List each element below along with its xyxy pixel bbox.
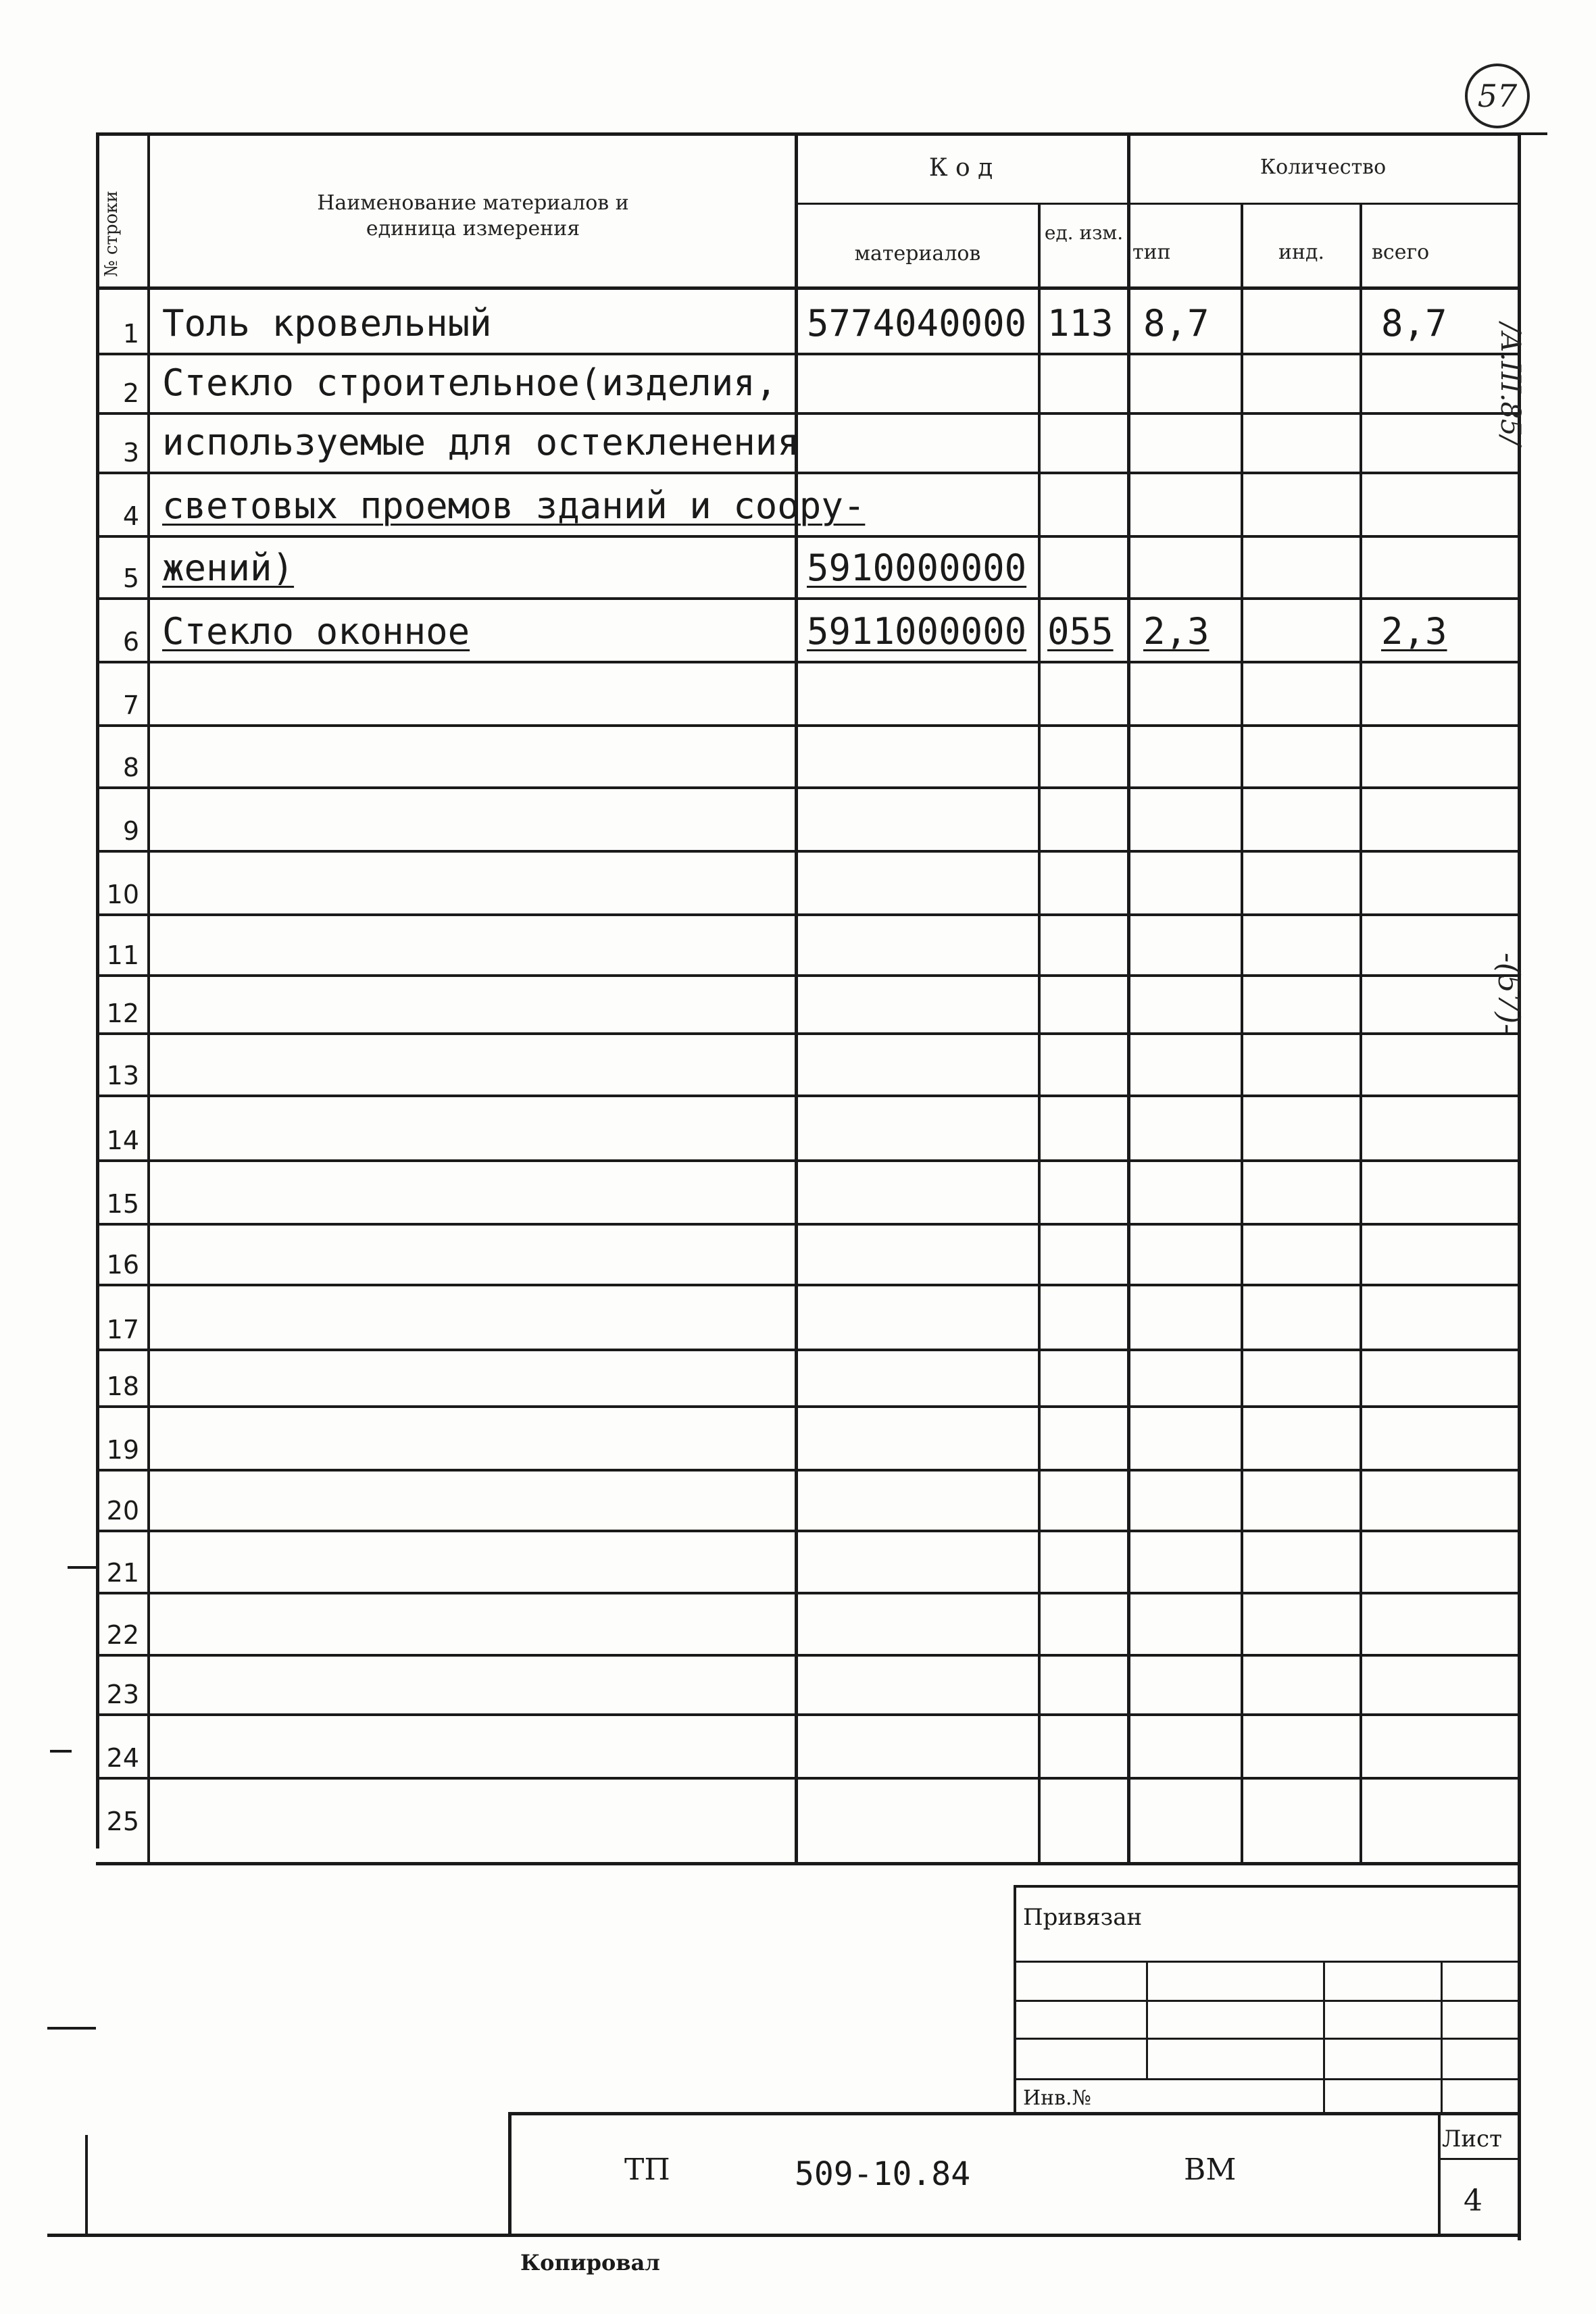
row-number: 12 — [106, 999, 139, 1028]
table-top-border — [96, 132, 1519, 136]
row-line — [96, 786, 1519, 789]
cell-name: используемые для остекленения — [162, 421, 799, 463]
tb-doc-type: ВМ — [1184, 2153, 1237, 2187]
cell-tip: 2,3 — [1143, 610, 1210, 653]
tb-list-left — [1438, 2112, 1441, 2236]
margin-mark-4 — [85, 2135, 88, 2236]
sheet-mark: 57 — [1477, 78, 1518, 114]
row-line — [96, 1777, 1519, 1780]
row-line — [96, 661, 1519, 663]
row-line — [96, 1592, 1519, 1594]
header-ed-izm: ед. изм. — [1044, 222, 1124, 244]
tb-inv-label: Инв.№ — [1023, 2086, 1091, 2110]
row-number: 6 — [122, 627, 139, 657]
row-number: 23 — [106, 1680, 139, 1709]
row-number: 10 — [106, 880, 139, 909]
table-right-border — [1518, 132, 1521, 2240]
row-number: 9 — [122, 816, 139, 846]
header-materialov: материалов — [854, 242, 981, 266]
cell-name: световых проемов зданий и соору- — [162, 484, 866, 527]
header-bottom-line — [96, 286, 1519, 290]
header-split-line — [795, 203, 1519, 205]
row-line — [96, 1349, 1519, 1351]
tb-privyazan-row2 — [1014, 2000, 1521, 2002]
row-number: 7 — [122, 690, 139, 720]
cell-code: 5911000000 — [807, 610, 1027, 653]
tb-list-number: 4 — [1464, 2184, 1482, 2218]
sheet-mark-stamp — [1465, 64, 1530, 128]
footer-copied: Копировал — [520, 2250, 660, 2275]
tb-privyazan-row3 — [1014, 2038, 1521, 2040]
row-line — [96, 1713, 1519, 1716]
tb-doc-number: 509-10.84 — [795, 2155, 971, 2193]
col-line-code — [795, 132, 798, 1862]
row-number: 5 — [122, 563, 139, 593]
row-number: 15 — [106, 1189, 139, 1219]
row-number: 2 — [122, 378, 139, 408]
side-note-mid: -(57)- — [1491, 953, 1526, 1034]
row-line — [96, 412, 1519, 415]
row-line — [96, 1405, 1519, 1408]
col-line-name — [147, 132, 150, 1862]
row-line — [96, 353, 1519, 355]
row-number: 3 — [122, 438, 139, 468]
row-line — [96, 472, 1519, 474]
row-line — [96, 1159, 1519, 1162]
tb-privyazan-row4 — [1014, 2078, 1521, 2080]
row-line — [96, 974, 1519, 977]
margin-mark-1 — [68, 1566, 97, 1569]
cell-vsego: 2,3 — [1381, 610, 1447, 653]
tb-list-label: Лист — [1442, 2126, 1502, 2153]
row-line — [96, 1530, 1519, 1532]
tb-main-top — [508, 2112, 1521, 2115]
row-number: 1 — [122, 319, 139, 349]
row-line — [96, 597, 1519, 600]
row-line — [96, 1095, 1519, 1097]
cell-code: 5774040000 — [807, 302, 1027, 345]
row-number: 8 — [122, 753, 139, 782]
header-kolichestvo: Количество — [1260, 155, 1387, 179]
row-line — [96, 1469, 1519, 1472]
side-note-top: /А.III.85/ — [1495, 323, 1526, 445]
cell-name: Толь кровельный — [162, 302, 492, 345]
row-number: 24 — [106, 1743, 139, 1773]
cell-name: Стекло оконное — [162, 610, 470, 653]
row-number: 20 — [106, 1496, 139, 1526]
row-number: 17 — [106, 1315, 139, 1344]
row-line — [96, 724, 1519, 727]
row-line — [96, 1032, 1519, 1035]
header-rownum: № строки — [101, 191, 122, 277]
row-number: 4 — [122, 501, 139, 531]
row-number: 16 — [106, 1250, 139, 1280]
header-vsego: всего — [1372, 241, 1430, 264]
row-line — [96, 850, 1519, 853]
row-line — [96, 1654, 1519, 1657]
header-ind: инд. — [1278, 241, 1324, 264]
row-number: 21 — [106, 1558, 139, 1588]
col-line-tip — [1127, 132, 1130, 1862]
row-number: 25 — [106, 1807, 139, 1836]
cell-code: 5910000000 — [807, 547, 1027, 589]
cell-name: жений) — [162, 547, 295, 589]
tb-privyazan-top — [1014, 1885, 1521, 1888]
tb-main-bottom — [47, 2234, 1521, 2237]
header-name: Наименование материалов и единица измерения — [317, 191, 629, 241]
cell-vsego: 8,7 — [1381, 302, 1447, 345]
tb-privyazan-col2 — [1323, 1961, 1325, 2115]
tb-privyazan-row1 — [1014, 1961, 1521, 1963]
row-line — [96, 535, 1519, 538]
tb-privyazan-label: Привязан — [1023, 1904, 1143, 1931]
row-number: 14 — [106, 1126, 139, 1155]
tb-main-left — [508, 2112, 512, 2236]
row-line — [96, 1223, 1519, 1226]
row-line — [96, 1284, 1519, 1286]
cell-tip: 8,7 — [1143, 302, 1210, 345]
tb-privyazan-col3 — [1441, 1961, 1443, 2115]
cell-unit: 113 — [1047, 302, 1114, 345]
row-line — [96, 913, 1519, 916]
tb-list-split — [1438, 2158, 1521, 2160]
header-kod: К о д — [928, 154, 993, 182]
tb-privyazan-col1 — [1146, 1961, 1148, 2078]
table-bottom-border — [96, 1862, 1521, 1865]
row-number: 19 — [106, 1435, 139, 1465]
cell-unit: 055 — [1047, 610, 1114, 653]
row-number: 22 — [106, 1620, 139, 1650]
header-tip: тип — [1132, 241, 1171, 264]
margin-mark-3 — [47, 2027, 96, 2030]
margin-mark-2 — [50, 1750, 72, 1753]
row-number: 18 — [106, 1372, 139, 1401]
row-number: 11 — [106, 940, 139, 970]
row-number: 13 — [106, 1061, 139, 1090]
tb-tp: ТП — [624, 2153, 670, 2187]
cell-name: Стекло строительное(изделия, — [162, 361, 778, 404]
